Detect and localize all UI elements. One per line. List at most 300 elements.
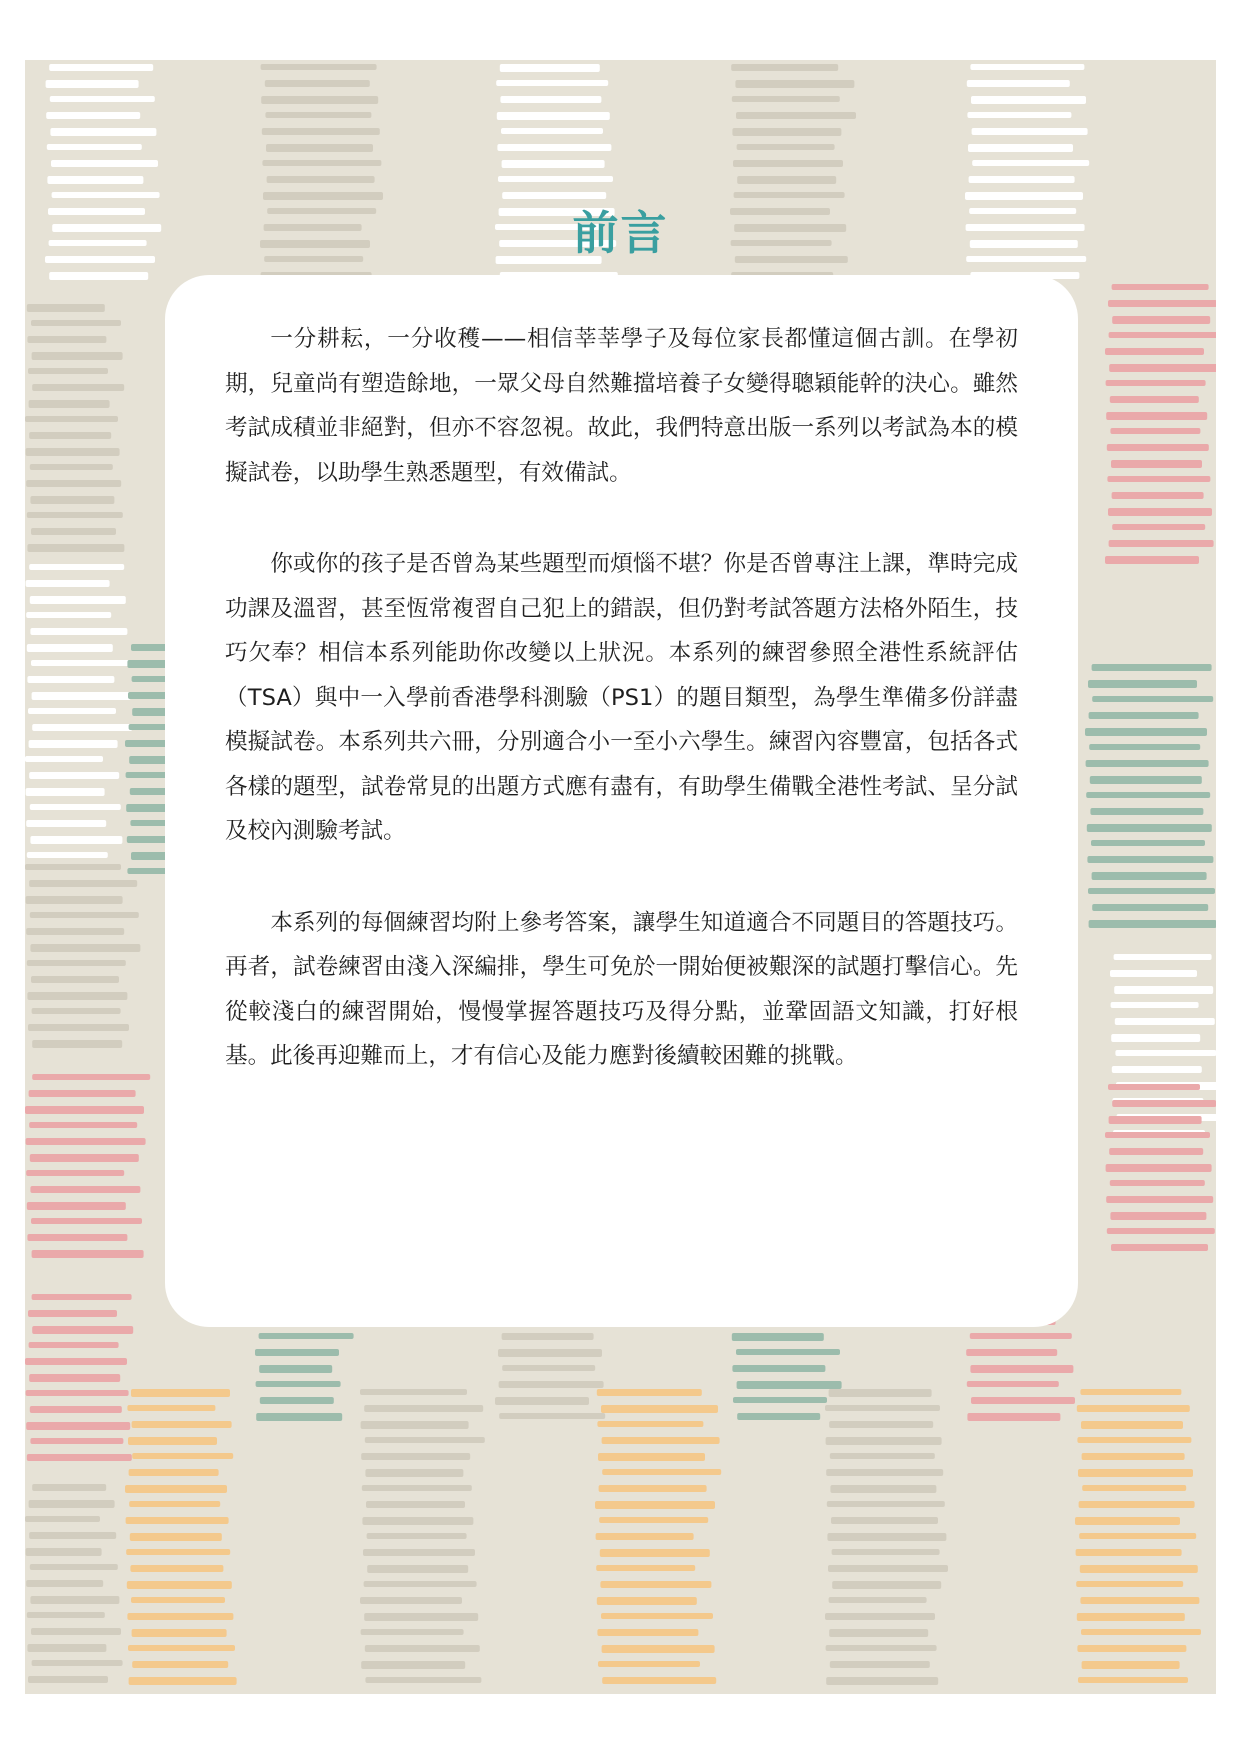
stripe [26,1390,129,1396]
card-body [225,317,1018,1126]
stripe [830,1453,935,1459]
stripe [827,1533,946,1541]
stripe [1112,524,1205,530]
stripe [737,176,836,184]
stripe [1077,1405,1190,1412]
stripe [1105,556,1199,564]
stripe [1109,1116,1202,1124]
stripe [826,1677,938,1685]
stripe [1109,1148,1203,1155]
stripe [28,1310,117,1317]
stripe [262,128,380,135]
stripe [737,1413,820,1420]
stripe [51,160,158,167]
stripe [360,1597,462,1604]
stripe [32,352,123,360]
stripe [1086,760,1209,767]
stripe [262,160,381,166]
stripe [732,96,840,102]
stripe [1089,712,1199,719]
stripe [502,160,605,168]
stripe [1076,1549,1182,1556]
stripe [29,740,118,748]
stripe [1115,1018,1215,1025]
stripe [1088,888,1215,894]
stripe [32,724,132,731]
stripe [500,64,600,72]
stripe [27,304,105,312]
stripe [1082,1661,1180,1669]
stripe [29,1090,136,1097]
stripe [595,1501,715,1509]
stripe [1110,428,1200,434]
stripe [50,96,155,102]
stripe [27,1234,127,1241]
stripe [127,660,169,668]
stripe [29,432,111,439]
stripe [732,1365,825,1372]
stripe [1111,1002,1199,1008]
stripe [1108,1084,1200,1090]
stripe [26,1422,130,1430]
stripe [1111,1034,1200,1042]
stripe [970,64,1084,70]
stripe [1077,1437,1191,1443]
stripe [26,820,106,827]
stripe [1109,540,1214,547]
stripe [1075,1517,1180,1525]
stripe [1087,824,1212,832]
stripe [1092,664,1212,671]
stripe [362,1485,472,1491]
stripe [1111,1244,1208,1251]
stripe [129,1501,220,1507]
stripe [1107,476,1210,482]
stripe [259,1365,332,1373]
stripe [31,528,116,535]
stripe [32,1484,106,1491]
stripe [825,1613,935,1620]
stripe [367,1565,468,1573]
stripe [27,960,126,966]
stripe [733,160,843,167]
stripe [27,992,127,1000]
stripe [25,1516,100,1522]
stripe [30,1596,119,1604]
stripe [30,496,114,504]
stripe [47,176,143,184]
stripe [497,112,610,120]
stripe [29,1500,115,1508]
stripe [365,1645,480,1652]
stripe [737,1381,842,1389]
stripe [1110,1212,1206,1220]
stripe [27,1202,126,1210]
paragraph-2: 你或你的孩子是否曾為某些題型而煩惱不堪？你是否曾專注上課，準時完成功課及溫習，甚至恆常複習自己犯上的錯誤，但仍對考試答題方法格外陌生，技巧欠奉？相信本系列能助你改變以上狀況。本系列的練習參照全港性系統評估（TSA）與中一入學前香港學科測驗（PS1）的題目類型，為學生準備多份詳盡模擬試卷。本系列共六冊，分別適合小一至小六學生。練習內容豐富，包括各式各樣的題型，試卷常見的出題方式應有盡有，有助學生備戰全港性考試、呈分試及校內測驗考試。 [225,551,1018,844]
stripe [25,864,121,870]
stripe [733,1397,827,1403]
stripe [49,64,153,71]
stripe [830,1485,936,1493]
stripe [30,1438,123,1444]
stripe [28,368,108,374]
stripe [825,1405,940,1411]
stripe [1089,744,1200,750]
stripe [1112,316,1210,324]
stripe [735,80,854,88]
stripe [125,1485,227,1493]
stripe [30,1154,139,1162]
stripe [126,1517,229,1524]
stripe [826,1645,937,1651]
stripe [29,1122,137,1128]
stripe [597,1597,697,1605]
stripe [31,976,119,983]
stripe [50,128,156,136]
stripe [26,480,121,487]
stripe [829,1629,928,1637]
stripe [1114,986,1213,994]
stripe [498,176,613,182]
stripe [364,1581,477,1587]
stripe [31,660,129,666]
stripe [1106,380,1206,386]
stripe [1079,1533,1196,1539]
stripe [968,144,1073,152]
stripe [499,1381,604,1388]
stripe [29,564,124,570]
stripe [1077,1645,1186,1652]
stripe [972,160,1089,166]
stripe [127,1405,215,1411]
stripe [25,1358,127,1365]
stripe [26,928,124,935]
stripe [1080,1565,1198,1573]
stripe [1082,1453,1185,1460]
stripe [25,1106,144,1114]
stripe [970,1333,1072,1339]
stripe [28,1024,129,1031]
stripe [599,1485,707,1492]
stripe [601,1405,718,1413]
stripe [1106,1196,1213,1203]
stripe [1109,364,1216,372]
stripe [1088,680,1197,688]
stripe [362,1517,473,1525]
stripe [1111,460,1202,468]
stripe [500,96,601,103]
stripe [367,1533,467,1539]
stripe [131,1389,230,1397]
stripe [1110,970,1197,977]
stripe [32,1074,150,1080]
stripe [30,804,121,810]
stripe [832,1581,941,1589]
stripe [602,1645,715,1653]
stripe [260,1397,334,1404]
stripe [266,144,373,152]
stripe [26,1138,146,1145]
stripe [32,384,124,391]
stripe [32,1040,122,1048]
stripe [46,112,140,119]
stripe [132,1453,233,1459]
stripe [32,1326,133,1334]
stripe [1112,1066,1202,1073]
stripe [30,596,126,604]
stripe [1112,1100,1216,1107]
stripe [1112,284,1209,290]
stripe [1106,1164,1212,1172]
stripe [27,512,123,518]
stripe [361,1421,469,1429]
stripe [29,1374,120,1382]
stripe [826,1437,942,1445]
stripe [1107,1228,1215,1234]
stripe [261,64,377,70]
stripe [1106,412,1207,420]
stripe [1082,1485,1186,1491]
stripe [26,896,123,904]
stripe [732,1333,824,1341]
stripe [831,1517,938,1524]
stripe [1077,1613,1185,1621]
stripe [27,644,113,652]
stripe [361,1661,465,1669]
stripe [1081,1629,1201,1635]
stripe [47,144,142,150]
stripe [829,1389,932,1397]
stripe [495,1397,589,1405]
stripe [731,64,838,71]
paragraph-1: 一分耕耘，一分收穫——相信莘莘學子及每位家長都懂這個古訓。在學初期，兒童尚有塑造餘地，一眾父母自然難擋培養子女變得聰穎能幹的決心。雖然考試成積並非絕對，但亦不容忽視。故此，我們特意出版一系列以考試為本的模擬試卷，以助學生熟悉題型，有效備試。 [225,326,1018,486]
stripe [1092,872,1207,880]
stripe [1078,1469,1193,1477]
stripe [360,1389,467,1395]
stripe [1076,1581,1183,1587]
stripe [31,320,121,326]
stripe [829,1597,927,1603]
stripe [261,96,378,104]
stripe [366,1501,465,1508]
stripe [971,1397,1075,1404]
stripe [27,544,124,552]
stripe [502,1333,594,1340]
stripe [27,676,114,683]
stripe [1091,840,1205,846]
stripe [1090,776,1202,784]
stripe [28,1676,108,1683]
stripe [1086,792,1210,798]
stripe [832,1549,940,1555]
stripe [967,112,1071,118]
stripe [130,1565,223,1572]
stripe [1112,492,1204,499]
stripe [1092,696,1213,702]
stripe [26,612,111,618]
stripe [597,1389,702,1396]
stripe [132,1421,232,1428]
stripe [32,1250,144,1258]
stripe [363,1549,475,1556]
stripe [972,128,1088,135]
stripe [1089,920,1216,928]
stripe [365,1469,463,1477]
stripe [496,80,608,86]
stripe [1090,808,1203,815]
stripe [602,1437,720,1444]
stripe [498,1349,602,1357]
stripe [1114,954,1212,960]
stripe [259,1333,354,1339]
stripe [967,1381,1059,1387]
stripe [598,1661,700,1667]
stripe [128,1437,217,1445]
stripe [132,1661,228,1668]
stripe [27,852,108,858]
stripe [827,1501,945,1507]
stripe [365,1437,485,1443]
stripe [31,1218,142,1224]
stripe [499,1413,605,1419]
stripe [497,144,611,151]
stripe [599,1517,708,1523]
stripe [30,1564,118,1570]
stripe [30,1186,140,1193]
stripe [596,1565,695,1571]
stripe [1105,348,1204,355]
stripe [131,1597,225,1603]
stripe [26,1548,102,1556]
stripe [361,1453,470,1460]
stripe [1107,444,1209,451]
stripe [30,944,140,952]
stripe [597,1629,698,1636]
stripe [598,1453,705,1461]
stripe [1108,508,1212,516]
stripe [1115,1050,1216,1056]
stripe [601,1613,713,1619]
stripe [971,96,1086,104]
stripe [600,1549,710,1557]
stripe [829,1421,933,1428]
stripe [602,1677,716,1684]
stripe [31,1628,121,1635]
stripe [27,1454,132,1461]
stripe [1085,728,1207,736]
stripe [29,1532,116,1539]
stripe [828,1565,948,1572]
stripe [826,1469,943,1476]
stripe [600,1581,711,1588]
stripe [265,80,370,87]
stripe [736,112,856,119]
stripe [26,580,110,587]
stripe [1079,1501,1195,1508]
stripe [1081,1421,1183,1429]
stripe [966,1349,1057,1356]
stripe [1105,1132,1210,1138]
stripe [29,880,137,887]
stripe [126,1549,230,1555]
stripe [30,628,127,635]
stripe [1080,1389,1181,1395]
stripe [830,1661,930,1668]
stripe [49,272,148,280]
stripe [25,416,118,422]
stripe [1110,1180,1205,1186]
stripe [1108,300,1216,307]
stripe [29,1342,119,1348]
stripe [29,772,119,779]
stripe [597,1421,703,1427]
stripe [265,112,371,118]
stripe [967,80,1070,87]
stripe [27,336,106,343]
stripe [1110,396,1199,403]
stripe [1092,904,1208,911]
stripe [32,1008,121,1014]
content-card [165,275,1078,1327]
stripe [32,1294,132,1300]
stripe [1087,856,1213,863]
stripe [602,1469,721,1475]
stripe [255,1349,339,1356]
stripe [30,464,113,470]
stripe [502,1365,595,1371]
stripe [32,1660,123,1666]
stripe [1078,1677,1188,1683]
stripe [46,80,139,88]
stripe [132,1629,227,1637]
stripe [737,144,835,150]
stripe [27,1644,106,1652]
stripe [25,756,103,762]
stripe [596,1533,694,1540]
stripe [256,1413,342,1421]
stripe [26,1580,103,1587]
stripe [29,400,110,408]
stripe [26,1170,124,1176]
stripe [732,128,841,136]
stripe [128,1645,235,1651]
page-title: 前言 [572,206,669,260]
stripe [30,912,139,918]
stripe [30,1406,122,1413]
stripe [26,448,120,456]
stripe [969,176,1075,183]
stripe [256,1381,341,1387]
stripe [267,176,375,183]
stripe [26,788,105,796]
stripe [32,692,131,700]
stripe [1080,1597,1199,1604]
stripe [28,708,116,714]
stripe [501,128,603,134]
stripe [129,1469,219,1476]
stripe [736,1349,840,1355]
stripe [127,1613,233,1620]
stripe [30,836,122,844]
stripe [970,1365,1073,1373]
stripe [130,1533,222,1541]
stripe [365,1677,481,1683]
stripe [127,1581,232,1589]
stripe [361,1629,464,1635]
stripe [27,1612,105,1618]
paragraph-3: 本系列的每個練習均附上參考答案，讓學生知道適合不同題目的答題技巧。再者，試卷練習由淺入深編排，學生可免於一開始便被艱深的試題打擊信心。先從較淺白的練習開始，慢慢掌握答題技巧及得分點，並鞏固語文知識，打好根基。此後再迎難而上，才有信心及能力應對後續較困難的挑戰。 [225,909,1018,1069]
stripe [129,1677,237,1685]
